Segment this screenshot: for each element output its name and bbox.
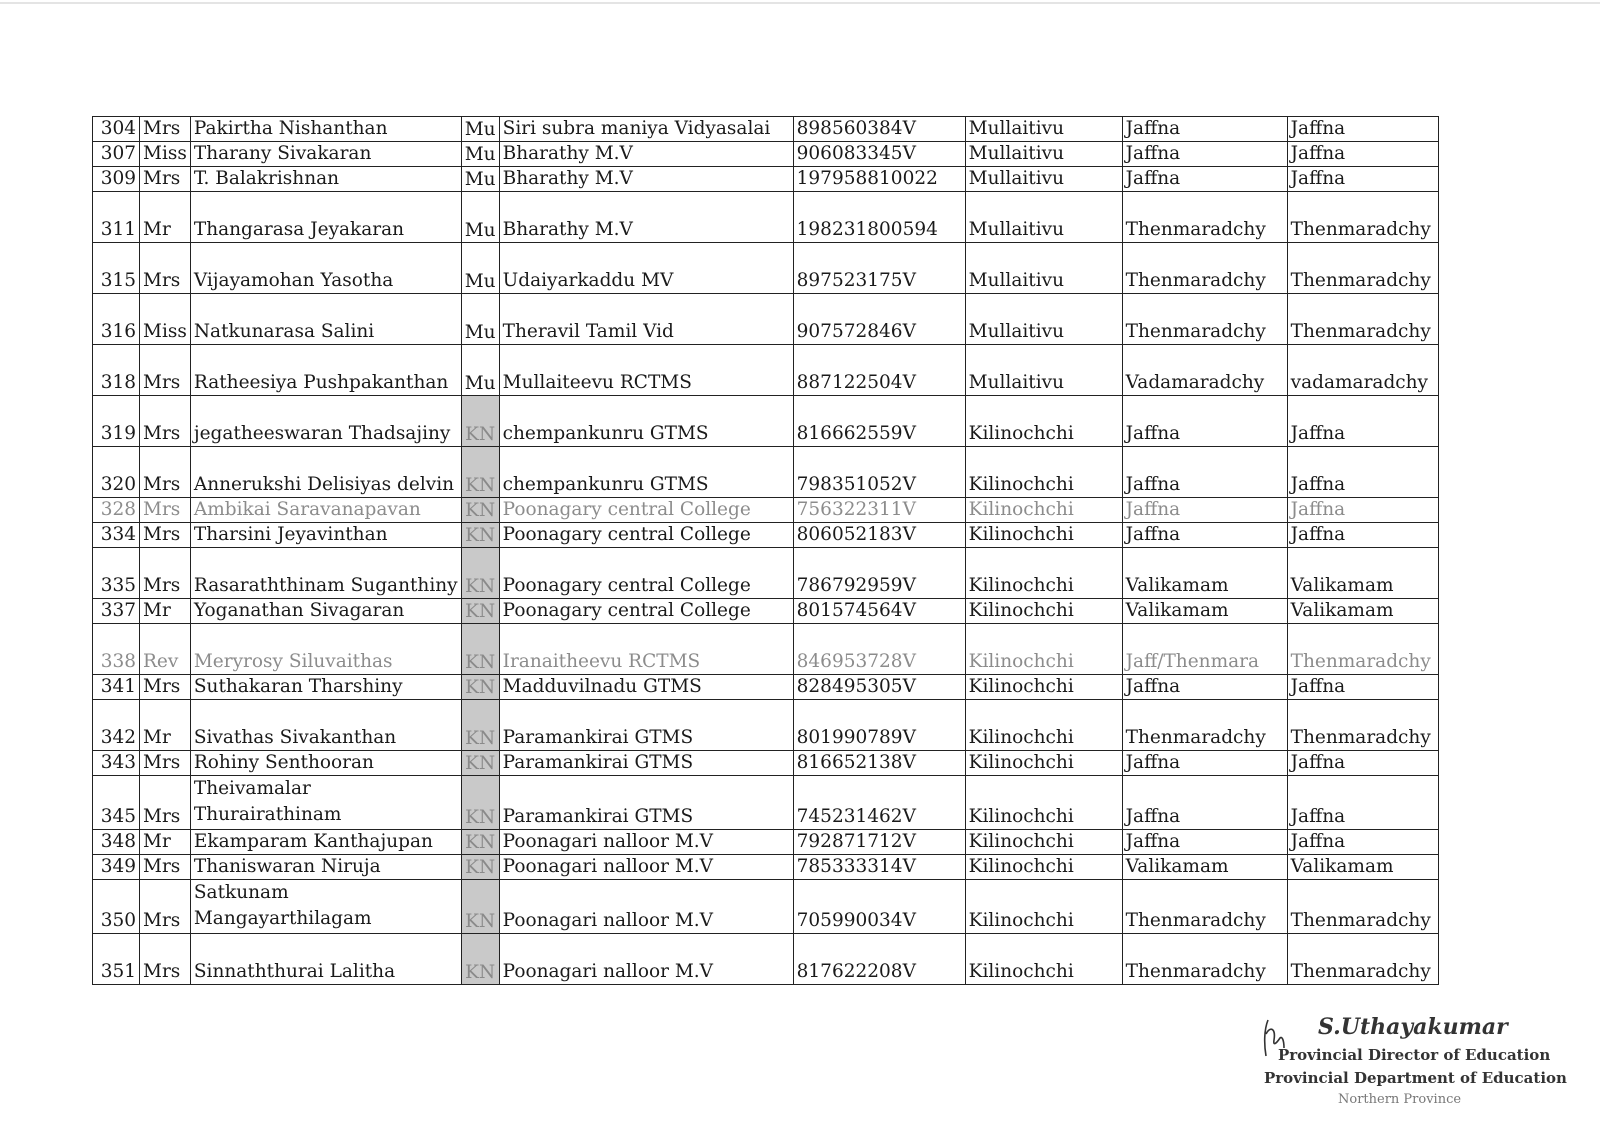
cell-no: 343 <box>93 751 140 776</box>
cell-recommended-zone: Jaffna <box>1287 167 1438 192</box>
cell-name: Thangarasa Jeyakaran <box>190 192 461 243</box>
cell-current-zone: Kilinochchi <box>965 498 1122 523</box>
cell-nic: 798351052V <box>793 447 965 498</box>
cell-title: Mrs <box>140 934 191 985</box>
cell-district: KN <box>461 830 499 855</box>
cell-name: Rohiny Senthooran <box>190 751 461 776</box>
cell-name: Annerukshi Delisiyas delvin <box>190 447 461 498</box>
cell-district: Mu <box>461 167 499 192</box>
cell-nic: 806052183V <box>793 523 965 548</box>
table-row <box>93 345 1439 396</box>
cell-district: KN <box>461 700 499 751</box>
cell-nic: 816652138V <box>793 751 965 776</box>
table-row <box>93 599 1439 624</box>
table-row <box>93 880 1439 934</box>
cell-requested-zone: Jaffna <box>1122 830 1287 855</box>
cell-requested-zone: Jaffna <box>1122 675 1287 700</box>
cell-district: KN <box>461 523 499 548</box>
cell-name: Sivathas Sivakanthan <box>190 700 461 751</box>
cell-recommended-zone: Jaffna <box>1287 117 1438 142</box>
table-row <box>93 498 1439 523</box>
cell-nic: 828495305V <box>793 675 965 700</box>
teacher-transfer-table <box>92 116 1439 985</box>
cell-school: Paramankirai GTMS <box>499 776 793 830</box>
cell-recommended-zone: Jaffna <box>1287 396 1438 447</box>
cell-current-zone: Kilinochchi <box>965 396 1122 447</box>
table-row <box>93 548 1439 599</box>
table-row <box>93 396 1439 447</box>
cell-current-zone: Kilinochchi <box>965 855 1122 880</box>
cell-name: Ratheesiya Pushpakanthan <box>190 345 461 396</box>
cell-recommended-zone: Valikamam <box>1287 855 1438 880</box>
cell-no: 342 <box>93 700 140 751</box>
cell-no: 345 <box>93 776 140 830</box>
cell-recommended-zone: Jaffna <box>1287 142 1438 167</box>
cell-school: Udaiyarkaddu MV <box>499 243 793 294</box>
cell-title: Mrs <box>140 776 191 830</box>
cell-nic: 887122504V <box>793 345 965 396</box>
cell-title: Mrs <box>140 447 191 498</box>
cell-school: Poonagary central College <box>499 548 793 599</box>
table-row <box>93 294 1439 345</box>
cell-current-zone: Kilinochchi <box>965 548 1122 599</box>
table-row <box>93 700 1439 751</box>
cell-district: KN <box>461 880 499 934</box>
cell-nic: 801990789V <box>793 700 965 751</box>
cell-recommended-zone: Thenmaradchy <box>1287 624 1438 675</box>
cell-district: KN <box>461 776 499 830</box>
cell-school: Madduvilnadu GTMS <box>499 675 793 700</box>
cell-requested-zone: Jaffna <box>1122 396 1287 447</box>
cell-current-zone: Mullaitivu <box>965 243 1122 294</box>
cell-title: Mrs <box>140 498 191 523</box>
cell-no: 350 <box>93 880 140 934</box>
cell-title: Mrs <box>140 548 191 599</box>
cell-requested-zone: Valikamam <box>1122 855 1287 880</box>
cell-current-zone: Mullaitivu <box>965 142 1122 167</box>
cell-title: Mrs <box>140 345 191 396</box>
signature-department: Provincial Department of Education <box>1264 1069 1567 1087</box>
cell-recommended-zone: Jaffna <box>1287 523 1438 548</box>
cell-school: Iranaitheevu RCTMS <box>499 624 793 675</box>
cell-nic: 846953728V <box>793 624 965 675</box>
table-row <box>93 243 1439 294</box>
cell-title: Rev <box>140 624 191 675</box>
cell-school: chempankunru GTMS <box>499 396 793 447</box>
cell-nic: 745231462V <box>793 776 965 830</box>
cell-district: KN <box>461 548 499 599</box>
cell-name: Tharany Sivakaran <box>190 142 461 167</box>
cell-name: Ambikai Saravanapavan <box>190 498 461 523</box>
cell-nic: 197958810022 <box>793 167 965 192</box>
cell-no: 349 <box>93 855 140 880</box>
cell-requested-zone: Jaffna <box>1122 498 1287 523</box>
cell-nic: 198231800594 <box>793 192 965 243</box>
cell-nic: 786792959V <box>793 548 965 599</box>
table-row <box>93 855 1439 880</box>
cell-no: 320 <box>93 447 140 498</box>
cell-school: Paramankirai GTMS <box>499 751 793 776</box>
cell-name: T. Balakrishnan <box>190 167 461 192</box>
cell-requested-zone: Thenmaradchy <box>1122 880 1287 934</box>
cell-name: Pakirtha Nishanthan <box>190 117 461 142</box>
cell-district: KN <box>461 624 499 675</box>
cell-requested-zone: Jaffna <box>1122 751 1287 776</box>
signature-name: S.Uthayakumar <box>1318 1014 1508 1040</box>
cell-requested-zone: Jaffna <box>1122 167 1287 192</box>
cell-name: Theivamalar Thurairathinam <box>190 776 461 830</box>
cell-district: KN <box>461 447 499 498</box>
cell-current-zone: Kilinochchi <box>965 624 1122 675</box>
cell-requested-zone: Thenmaradchy <box>1122 192 1287 243</box>
cell-school: Bharathy M.V <box>499 167 793 192</box>
table-row <box>93 830 1439 855</box>
cell-school: chempankunru GTMS <box>499 447 793 498</box>
cell-school: Theravil Tamil Vid <box>499 294 793 345</box>
cell-requested-zone: Valikamam <box>1122 548 1287 599</box>
signature-province: Northern Province <box>1338 1092 1462 1107</box>
cell-title: Mrs <box>140 396 191 447</box>
cell-nic: 898560384V <box>793 117 965 142</box>
cell-name: Rasaraththinam Suganthiny <box>190 548 461 599</box>
table-row <box>93 142 1439 167</box>
cell-school: Bharathy M.V <box>499 192 793 243</box>
table-body <box>93 117 1439 985</box>
cell-requested-zone: Valikamam <box>1122 599 1287 624</box>
cell-recommended-zone: Jaffna <box>1287 776 1438 830</box>
cell-nic: 897523175V <box>793 243 965 294</box>
cell-requested-zone: Thenmaradchy <box>1122 934 1287 985</box>
cell-title: Mrs <box>140 675 191 700</box>
cell-nic: 785333314V <box>793 855 965 880</box>
cell-requested-zone: Jaffna <box>1122 776 1287 830</box>
cell-title: Mr <box>140 192 191 243</box>
cell-requested-zone: Jaffna <box>1122 117 1287 142</box>
cell-title: Mr <box>140 830 191 855</box>
cell-name: Satkunam Mangayarthilagam <box>190 880 461 934</box>
cell-name: Natkunarasa Salini <box>190 294 461 345</box>
cell-no: 316 <box>93 294 140 345</box>
cell-school: Poonagari nalloor M.V <box>499 934 793 985</box>
cell-recommended-zone: Valikamam <box>1287 599 1438 624</box>
cell-title: Mrs <box>140 117 191 142</box>
cell-title: Mr <box>140 599 191 624</box>
cell-recommended-zone: Jaffna <box>1287 447 1438 498</box>
cell-requested-zone: Thenmaradchy <box>1122 294 1287 345</box>
cell-nic: 756322311V <box>793 498 965 523</box>
cell-no: 304 <box>93 117 140 142</box>
cell-nic: 801574564V <box>793 599 965 624</box>
cell-title: Mr <box>140 700 191 751</box>
cell-title: Mrs <box>140 880 191 934</box>
cell-district: KN <box>461 855 499 880</box>
cell-name: Meryrosy Siluvaithas <box>190 624 461 675</box>
signature-block <box>1260 1014 1590 1124</box>
cell-name: Thaniswaran Niruja <box>190 855 461 880</box>
cell-name: Yoganathan Sivagaran <box>190 599 461 624</box>
table-row <box>93 776 1439 830</box>
cell-requested-zone: Jaffna <box>1122 447 1287 498</box>
table-row <box>93 117 1439 142</box>
cell-district: KN <box>461 396 499 447</box>
cell-name: Suthakaran Tharshiny <box>190 675 461 700</box>
cell-no: 315 <box>93 243 140 294</box>
cell-current-zone: Kilinochchi <box>965 523 1122 548</box>
cell-no: 334 <box>93 523 140 548</box>
cell-recommended-zone: Thenmaradchy <box>1287 700 1438 751</box>
cell-district: Mu <box>461 243 499 294</box>
cell-district: Mu <box>461 142 499 167</box>
cell-no: 337 <box>93 599 140 624</box>
page-top-edge <box>0 2 1600 4</box>
cell-district: KN <box>461 934 499 985</box>
cell-district: Mu <box>461 117 499 142</box>
cell-district: KN <box>461 599 499 624</box>
cell-name: jegatheeswaran Thadsajiny <box>190 396 461 447</box>
cell-school: Poonagari nalloor M.V <box>499 880 793 934</box>
cell-current-zone: Mullaitivu <box>965 117 1122 142</box>
cell-recommended-zone: Jaffna <box>1287 498 1438 523</box>
cell-current-zone: Kilinochchi <box>965 700 1122 751</box>
table-row <box>93 624 1439 675</box>
cell-requested-zone: Thenmaradchy <box>1122 700 1287 751</box>
cell-nic: 906083345V <box>793 142 965 167</box>
cell-recommended-zone: Thenmaradchy <box>1287 294 1438 345</box>
cell-requested-zone: Thenmaradchy <box>1122 243 1287 294</box>
cell-no: 318 <box>93 345 140 396</box>
cell-title: Miss <box>140 142 191 167</box>
cell-school: Siri subra maniya Vidyasalai <box>499 117 793 142</box>
cell-current-zone: Kilinochchi <box>965 934 1122 985</box>
cell-school: Poonagari nalloor M.V <box>499 830 793 855</box>
cell-nic: 817622208V <box>793 934 965 985</box>
cell-current-zone: Kilinochchi <box>965 830 1122 855</box>
cell-current-zone: Kilinochchi <box>965 751 1122 776</box>
cell-no: 335 <box>93 548 140 599</box>
cell-recommended-zone: Jaffna <box>1287 830 1438 855</box>
cell-school: Poonagary central College <box>499 599 793 624</box>
cell-no: 341 <box>93 675 140 700</box>
table-row <box>93 192 1439 243</box>
cell-requested-zone: Jaff/Thenmara <box>1122 624 1287 675</box>
cell-school: Paramankirai GTMS <box>499 700 793 751</box>
cell-no: 338 <box>93 624 140 675</box>
cell-district: Mu <box>461 294 499 345</box>
cell-recommended-zone: vadamaradchy <box>1287 345 1438 396</box>
cell-school: Poonagari nalloor M.V <box>499 855 793 880</box>
cell-current-zone: Kilinochchi <box>965 776 1122 830</box>
cell-current-zone: Kilinochchi <box>965 447 1122 498</box>
cell-recommended-zone: Thenmaradchy <box>1287 192 1438 243</box>
cell-no: 309 <box>93 167 140 192</box>
cell-recommended-zone: Thenmaradchy <box>1287 880 1438 934</box>
table-row <box>93 447 1439 498</box>
signature-designation: Provincial Director of Education <box>1278 1046 1551 1064</box>
cell-district: Mu <box>461 192 499 243</box>
cell-requested-zone: Jaffna <box>1122 142 1287 167</box>
cell-title: Mrs <box>140 855 191 880</box>
cell-name: Tharsini Jeyavinthan <box>190 523 461 548</box>
cell-recommended-zone: Valikamam <box>1287 548 1438 599</box>
cell-no: 311 <box>93 192 140 243</box>
cell-name: Sinnaththurai Lalitha <box>190 934 461 985</box>
table-row <box>93 167 1439 192</box>
cell-recommended-zone: Jaffna <box>1287 751 1438 776</box>
table-row <box>93 675 1439 700</box>
cell-nic: 792871712V <box>793 830 965 855</box>
cell-name: Ekamparam Kanthajupan <box>190 830 461 855</box>
cell-district: Mu <box>461 345 499 396</box>
table-row <box>93 523 1439 548</box>
cell-nic: 907572846V <box>793 294 965 345</box>
cell-district: KN <box>461 675 499 700</box>
cell-no: 348 <box>93 830 140 855</box>
cell-title: Mrs <box>140 167 191 192</box>
cell-name: Vijayamohan Yasotha <box>190 243 461 294</box>
cell-no: 351 <box>93 934 140 985</box>
cell-no: 328 <box>93 498 140 523</box>
cell-school: Bharathy M.V <box>499 142 793 167</box>
cell-title: Mrs <box>140 523 191 548</box>
cell-requested-zone: Jaffna <box>1122 523 1287 548</box>
table-row <box>93 751 1439 776</box>
cell-title: Mrs <box>140 751 191 776</box>
cell-school: Poonagary central College <box>499 523 793 548</box>
cell-no: 307 <box>93 142 140 167</box>
cell-current-zone: Kilinochchi <box>965 599 1122 624</box>
cell-recommended-zone: Jaffna <box>1287 675 1438 700</box>
cell-current-zone: Kilinochchi <box>965 675 1122 700</box>
cell-no: 319 <box>93 396 140 447</box>
cell-current-zone: Mullaitivu <box>965 192 1122 243</box>
cell-title: Miss <box>140 294 191 345</box>
table-row <box>93 934 1439 985</box>
cell-requested-zone: Vadamaradchy <box>1122 345 1287 396</box>
cell-current-zone: Mullaitivu <box>965 294 1122 345</box>
cell-title: Mrs <box>140 243 191 294</box>
cell-current-zone: Kilinochchi <box>965 880 1122 934</box>
cell-current-zone: Mullaitivu <box>965 345 1122 396</box>
cell-recommended-zone: Thenmaradchy <box>1287 934 1438 985</box>
cell-district: KN <box>461 751 499 776</box>
cell-nic: 705990034V <box>793 880 965 934</box>
cell-district: KN <box>461 498 499 523</box>
cell-school: Poonagary central College <box>499 498 793 523</box>
cell-recommended-zone: Thenmaradchy <box>1287 243 1438 294</box>
cell-current-zone: Mullaitivu <box>965 167 1122 192</box>
cell-nic: 816662559V <box>793 396 965 447</box>
cell-school: Mullaiteevu RCTMS <box>499 345 793 396</box>
